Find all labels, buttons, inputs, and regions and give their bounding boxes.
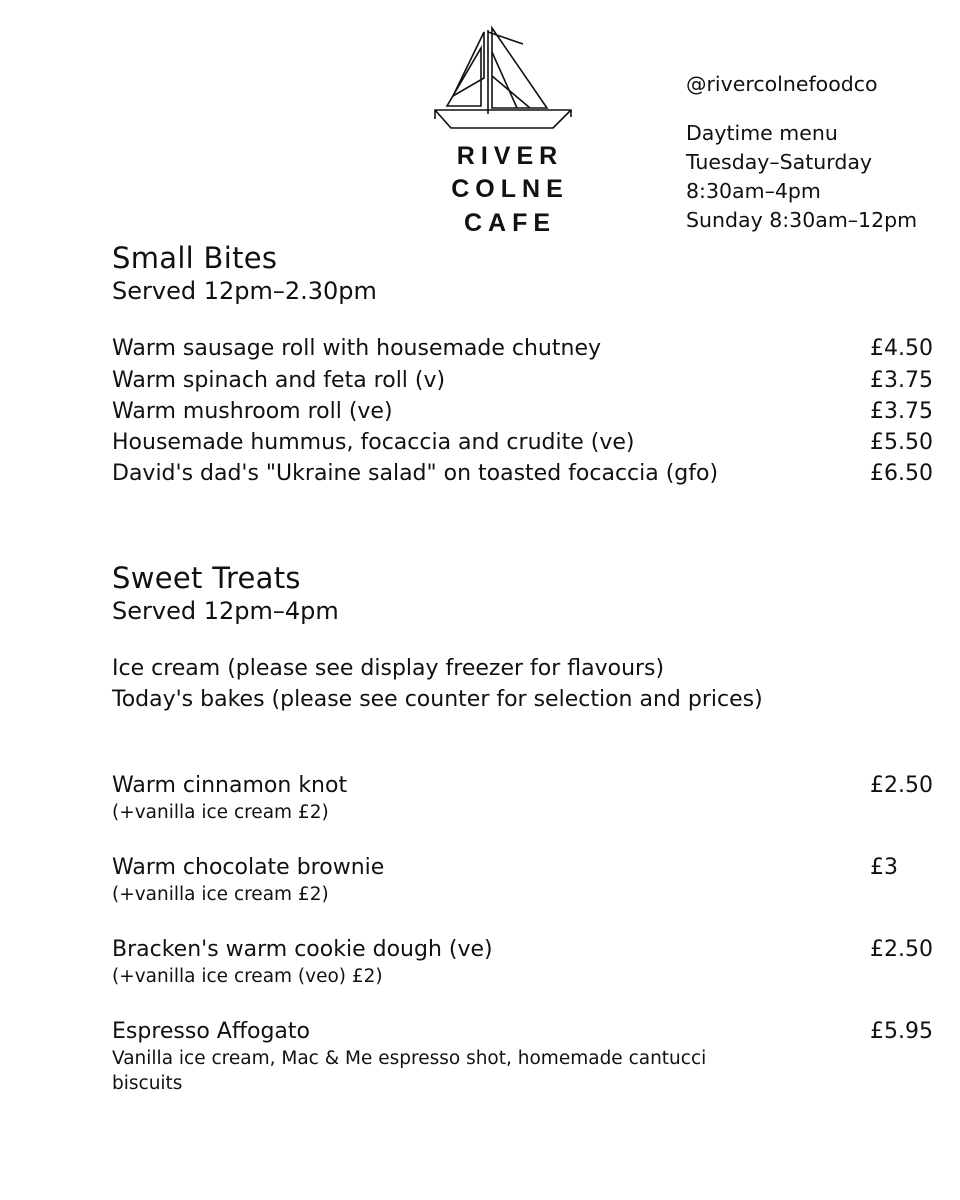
- menu-item-note: (+vanilla ice cream £2): [112, 883, 329, 905]
- opening-line-1: Daytime menu: [686, 121, 838, 146]
- menu-item-head: [112, 934, 960, 965]
- brand-logo: [425, 18, 595, 240]
- menu-item-head: [112, 770, 960, 801]
- sailing-boat-icon: [425, 18, 595, 136]
- menu-item-price: £5.50: [870, 430, 933, 456]
- menu-header: [0, 0, 960, 240]
- menu-item: [112, 458, 960, 489]
- section-sweet-treats: [0, 560, 960, 1098]
- menu-item: [112, 365, 960, 396]
- menu-item: [112, 770, 960, 826]
- small-bites-items: [112, 333, 960, 489]
- header-info: [686, 70, 917, 236]
- menu-item-name: Espresso Affogato: [112, 1019, 310, 1045]
- menu-item-note: (+vanilla ice cream £2): [112, 801, 329, 823]
- opening-line-3: 8:30am–4pm: [686, 179, 821, 204]
- menu-item-price: £5.95: [870, 1019, 933, 1045]
- menu-item: [112, 852, 960, 908]
- menu-item-note: Vanilla ice cream, Mac & Me espresso shot, homemade cantucci biscuits: [112, 1048, 707, 1095]
- brand-word-2: COLNE: [451, 175, 569, 204]
- menu-item-name: Warm chocolate brownie: [112, 854, 385, 880]
- menu-item-name: Warm cinnamon knot: [112, 772, 348, 798]
- menu-item-name: Warm spinach and feta roll (v): [112, 367, 446, 393]
- menu-item-name: Warm mushroom roll (ve): [112, 398, 393, 424]
- menu-item: [112, 333, 960, 364]
- menu-item-head: [112, 852, 960, 883]
- menu-item: [112, 396, 960, 427]
- menu-item-price: £2.50: [870, 772, 933, 798]
- brand-wordmark: [425, 140, 595, 240]
- menu-item: [112, 934, 960, 990]
- opening-hours: [686, 119, 917, 235]
- menu-item-price: £3.75: [870, 398, 933, 424]
- section-gap: [0, 490, 960, 560]
- menu-item-name: David's dad's "Ukraine salad" on toasted focaccia (gfo): [112, 461, 719, 487]
- menu-item-name: Housemade hummus, focaccia and crudite (ve): [112, 430, 635, 456]
- notes-gap: [112, 716, 960, 770]
- menu-item: [112, 1016, 960, 1097]
- sweet-treats-notes: [112, 653, 960, 715]
- menu-note-line: Ice cream (please see display freezer for flavours): [112, 656, 665, 682]
- menu-item-price: £4.50: [870, 336, 933, 362]
- sweet-treats-items: [112, 770, 960, 1098]
- social-handle: @rivercolnefoodco: [686, 72, 878, 96]
- menu-item-price: £3: [870, 854, 898, 880]
- section-title: Small Bites: [112, 241, 278, 275]
- menu-item-price: £2.50: [870, 936, 933, 962]
- section-subtitle: Served 12pm–4pm: [112, 596, 339, 625]
- menu-item-note: (+vanilla ice cream (veo) £2): [112, 966, 383, 988]
- menu-item-name: Warm sausage roll with housemade chutney: [112, 336, 601, 362]
- brand-word-1: RIVER: [456, 142, 564, 170]
- menu-item: [112, 427, 960, 458]
- brand-word-3: CAFE: [463, 208, 557, 237]
- section-title: Sweet Treats: [112, 560, 301, 595]
- menu-note-line: Today's bakes (please see counter for selection and prices): [112, 687, 763, 713]
- section-small-bites: [0, 240, 960, 490]
- opening-line-4: Sunday 8:30am–12pm: [686, 208, 918, 233]
- menu-item-price: £3.75: [870, 367, 933, 393]
- opening-line-2: Tuesday–Saturday: [686, 150, 873, 175]
- menu-item-head: [112, 1016, 960, 1047]
- menu-item-price: £6.50: [870, 461, 933, 487]
- section-subtitle: Served 12pm–2.30pm: [112, 277, 377, 306]
- menu-item-name: Bracken's warm cookie dough (ve): [112, 936, 493, 962]
